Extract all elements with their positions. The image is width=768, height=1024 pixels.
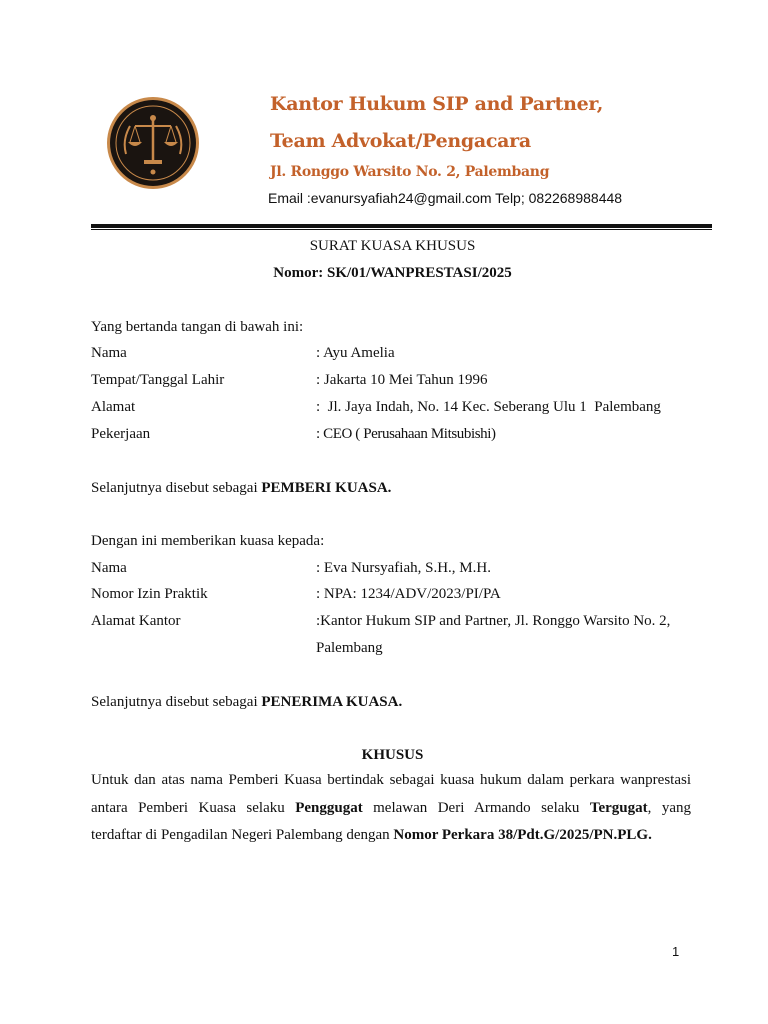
special-line-3: terdaftar di Pengadilan Negeri Palembang dengan Nomor Perkara 38/Pdt.G/2025/PN.PLG.	[91, 827, 652, 843]
grantor-designation: Selanjutnya disebut sebagai PEMBERI KUASA.	[91, 480, 392, 496]
grantor-intro: Yang bertanda tangan di bawah ini:	[91, 319, 304, 335]
header-divider-thick	[91, 224, 712, 228]
grantee-license-label: Nomor Izin Praktik	[91, 586, 208, 602]
grantor-birth-value: : Jakarta 10 Mei Tahun 1996	[316, 372, 488, 388]
grantor-name-label: Nama	[91, 345, 127, 361]
grantee-office-value: :Kantor Hukum SIP and Partner, Jl. Ronggo Warsito No. 2,	[316, 613, 671, 629]
document-number: Nomor: SK/01/WANPRESTASI/2025	[273, 265, 512, 281]
grantee-office-label: Alamat Kantor	[91, 613, 181, 629]
grantor-job-value: : CEO ( Perusahaan Mitsubishi)	[316, 426, 496, 442]
org-subtitle: Team Advokat/Pengacara	[270, 130, 531, 152]
header-divider-thin	[91, 229, 712, 230]
grantor-birth-label: Tempat/Tanggal Lahir	[91, 372, 225, 388]
contact-line: Email :evanursyafiah24@gmail.com Telp; 082268988448	[268, 190, 623, 206]
scales-of-justice-icon	[106, 96, 200, 190]
grantee-license-value: : NPA: 1234/ADV/2023/PI/PA	[316, 586, 501, 602]
grantor-name-value: : Ayu Amelia	[316, 345, 395, 361]
grantee-designation: Selanjutnya disebut sebagai PENERIMA KUASA.	[91, 694, 403, 710]
grantor-address-value: : Jl. Jaya Indah, No. 14 Kec. Seberang Ulu 1 Palembang	[316, 399, 661, 415]
grantee-name-value: : Eva Nursyafiah, S.H., M.H.	[316, 560, 491, 576]
page-number: 1	[672, 944, 680, 959]
org-name: Kantor Hukum SIP and Partner,	[270, 93, 604, 115]
special-line-2: antara Pemberi Kuasa selaku Penggugat melawan Deri Armando selaku Tergugat, yang	[91, 800, 691, 816]
grantor-job-label: Pekerjaan	[91, 426, 151, 442]
grantee-intro: Dengan ini memberikan kuasa kepada:	[91, 533, 325, 549]
document-title: SURAT KUASA KHUSUS	[309, 238, 476, 254]
grantee-office-value-cont: Palembang	[316, 640, 383, 656]
grantee-name-label: Nama	[91, 560, 127, 576]
special-line-1: Untuk dan atas nama Pemberi Kuasa bertindak sebagai kuasa hukum dalam perkara wanprestasi	[91, 772, 691, 788]
grantor-address-label: Alamat	[91, 399, 136, 415]
special-heading: KHUSUS	[361, 747, 424, 763]
org-address: Jl. Ronggo Warsito No. 2, Palembang	[270, 164, 550, 180]
